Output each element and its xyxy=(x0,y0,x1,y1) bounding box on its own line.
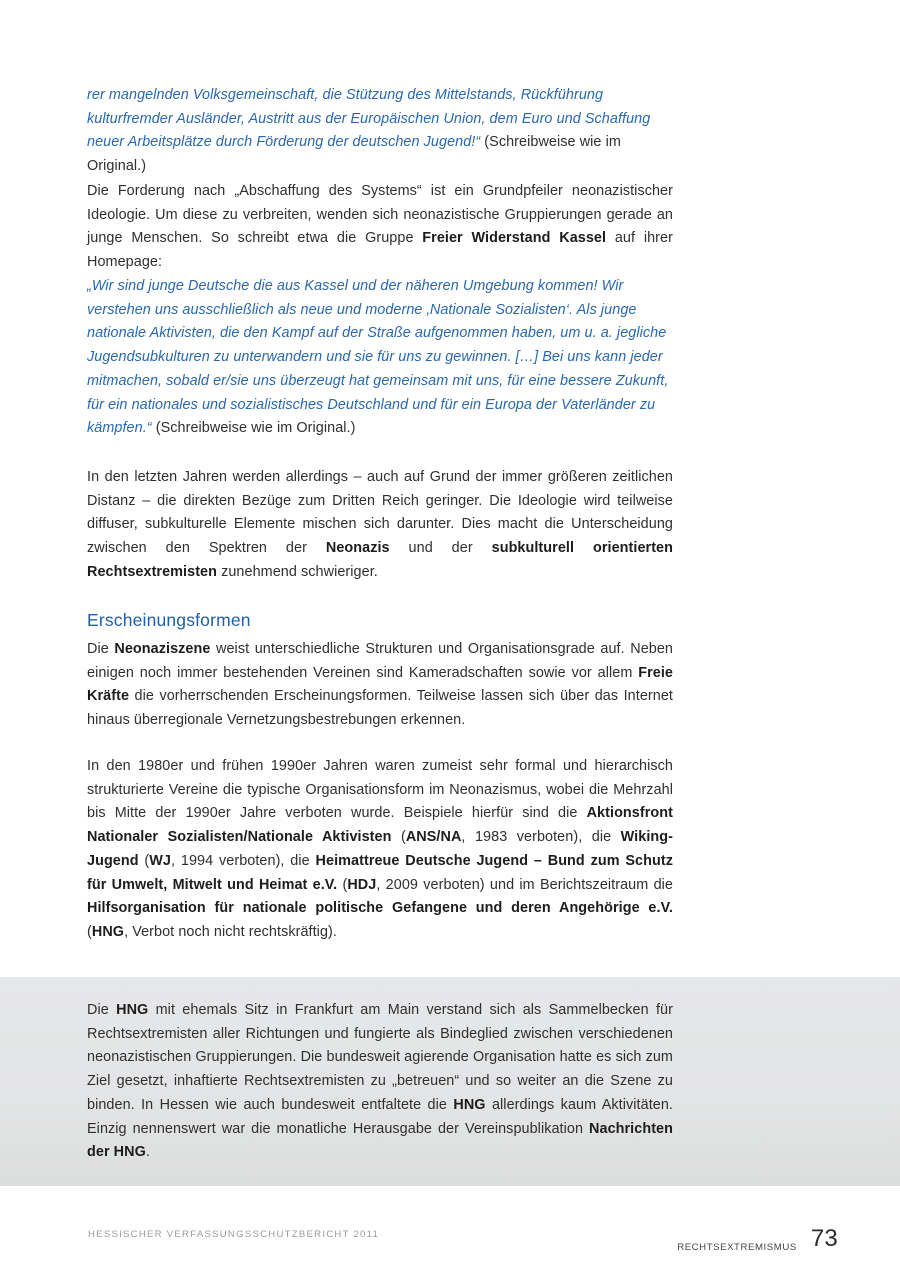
bold-title-nachrichten-der-hng: Nachrichten der HNG xyxy=(87,1120,673,1161)
text-run: und der xyxy=(389,540,492,557)
blockquote-continuation xyxy=(87,84,675,179)
blockquote-kassel xyxy=(87,275,677,441)
paragraph-text xyxy=(87,638,673,733)
bold-term-hilfsorganisation: Hilfsorganisation für nationale politische Gefangene und deren Angehörige e.V. xyxy=(87,900,673,917)
bold-term-freie-kraefte: Freie Kräfte xyxy=(87,664,673,705)
text-run: auf ihrer Homepage: xyxy=(87,230,673,271)
footer-chapter-label: RECHTSEXTREMISMUS xyxy=(677,1242,797,1253)
text-run: Die xyxy=(87,641,115,657)
text-run: ( xyxy=(391,829,406,846)
text-run: mit ehemals Sitz in Frankfurt am Main verstand sich als Sammelbecken für Rechtsextremisten aller Richtungen und fungierte als Bindeglied zwischen verschiedenen neonazistischen Gruppierungen. Die bundesweit agierende Organisation hatte es sich zum Ziel gesetzt, inhaftierte Rechtsextremisten zu „betreuen“ und so weiter an die Szene zu binden. In Hessen wie auch bundesweit entfaltete die xyxy=(87,1002,673,1113)
callout-box-hng xyxy=(0,977,900,1186)
callout-content xyxy=(87,999,673,1165)
body-paragraph-3 xyxy=(87,638,673,733)
bold-abbr-ans-na: ANS/NA xyxy=(405,829,462,846)
bold-abbr-hng: HNG xyxy=(453,1096,486,1113)
bold-term-neonaziszene: Neonaziszene xyxy=(114,641,211,657)
text-run: die vorherrschenden Erscheinungsformen. Teilweise lassen sich über das Internet hinaus überregionale Vernetzungsbestrebungen erkennen. xyxy=(87,688,673,729)
page-footer xyxy=(0,1225,900,1255)
quote-italic-run: rer mangelnden Volksgemeinschaft, die Stützung des Mittelstands, Rückführung kulturfremder Ausländer, Austritt aus der Europäischen Union, dem Euro und Schaffung neuer Arbeitsplätze durch Förderung der deutschen Jugend!“ xyxy=(87,87,651,151)
text-run: weist unterschiedliche Strukturen und Organisationsgrade auf. Neben einigen noch immer bestehenden Vereinen sind Kameradschaften sowie vor allem xyxy=(87,641,673,681)
quote-text xyxy=(87,275,677,441)
bold-abbr-wj: WJ xyxy=(149,852,172,869)
quote-italic-run: „Wir sind junge Deutsche die aus Kassel und der näheren Umgebung kommen! Wir verstehen uns ausschließlich als neue und moderne ‚Nationale Sozialisten‘. Als junge nationale Aktivisten, die den Kampf auf der Straße aufgenommen haben, um u. a. jegliche Jugendsubkulturen zu unterwandern und sie für uns zu gewinnen. […] Bei uns kann jeder mitmachen, sobald er/sie uns überzeugt hat gemeinsam mit uns, für eine bessere Zukunft, für ein nationales und sozialistisches Deutschland und für ein Europa der Vaterländer zu kämpfen.“ xyxy=(87,278,669,437)
quote-text xyxy=(87,84,675,179)
text-run: allerdings kaum Aktivitäten. Einzig nennenswert war die monatliche Herausgabe der Vereinspublikation xyxy=(87,1096,673,1137)
bold-abbr-hdj: HDJ xyxy=(347,876,377,893)
bold-term-heimattreue-deutsche-jugend: Heimattreue Deutsche Jugend – Bund zum Schutz für Umwelt, Mitwelt und Heimat e.V. xyxy=(87,852,673,893)
bold-abbr-hng: HNG xyxy=(116,1002,149,1018)
text-run: ( xyxy=(87,923,92,940)
text-run: zunehmend schwieriger. xyxy=(217,563,378,580)
text-run: , 1994 verboten), die xyxy=(171,852,316,869)
paragraph-text xyxy=(87,755,673,945)
text-run: In den 1980er und frühen 1990er Jahren waren zumeist sehr formal und hierarchisch strukturierte Vereine die typische Organisationsform im Neonazismus, wobei die Mehrzahl bis Mitte der 1990er Jahre verboten wurde. Beispiele hierfür sind die xyxy=(87,758,673,822)
text-run: ( xyxy=(337,876,348,893)
bold-term-freier-widerstand-kassel: Freier Widerstand Kassel xyxy=(422,230,607,247)
footer-report-title: HESSISCHER VERFASSUNGSSCHUTZBERICHT 2011 xyxy=(88,1229,380,1240)
text-run: , 2009 verboten) und im Berichtszeitraum die xyxy=(376,876,673,893)
page-number: 73 xyxy=(810,1225,838,1252)
text-run: Die xyxy=(87,1002,117,1018)
bold-term-neonazis: Neonazis xyxy=(325,540,390,557)
section-heading-erscheinungsformen xyxy=(87,608,673,632)
footer-right-group xyxy=(677,1225,838,1253)
body-paragraph-2 xyxy=(87,466,673,585)
body-paragraph-4 xyxy=(87,755,673,945)
quote-source-note: (Schreibweise wie im Original.) xyxy=(87,134,621,175)
text-run: ( xyxy=(138,852,150,869)
text-run: , Verbot noch nicht rechtskräftig). xyxy=(124,923,337,940)
heading-text: Erscheinungsformen xyxy=(87,610,251,630)
bold-abbr-hng: HNG xyxy=(91,923,125,940)
text-run: . xyxy=(145,1144,150,1161)
body-paragraph-1 xyxy=(87,180,673,275)
bold-term-wiking-jugend: Wiking-Jugend xyxy=(87,829,673,869)
bold-term-aktionsfront: Aktionsfront Nationaler Sozialisten/Nationale Aktivisten xyxy=(87,805,673,846)
bold-term-subkulturell-orientierte-rechtsextremisten: subkulturell orientierten Rechtsextremisten xyxy=(87,540,673,580)
text-run: Die Forderung nach „Abschaffung des Systems“ ist ein Grundpfeiler neonazistischer Ideologie. Um diese zu verbreiten, wenden sich neonazistische Gruppierungen gerade an junge Menschen. So schreibt etwa die Gruppe xyxy=(87,183,673,247)
text-run: , 1983 verboten), die xyxy=(461,829,621,846)
callout-paragraph xyxy=(87,999,673,1165)
paragraph-text xyxy=(87,466,673,585)
quote-source-note: (Schreibweise wie im Original.) xyxy=(151,420,356,437)
paragraph-text xyxy=(87,180,673,275)
text-run: In den letzten Jahren werden allerdings – auch auf Grund der immer größeren zeitlichen Distanz – die direkten Bezüge zum Dritten Reich geringer. Die Ideologie wird teilweise diffuser, subkulturelle Elemente mischen sich darunter. Dies macht die Unterscheidung zwischen den Spektren der xyxy=(87,469,673,557)
